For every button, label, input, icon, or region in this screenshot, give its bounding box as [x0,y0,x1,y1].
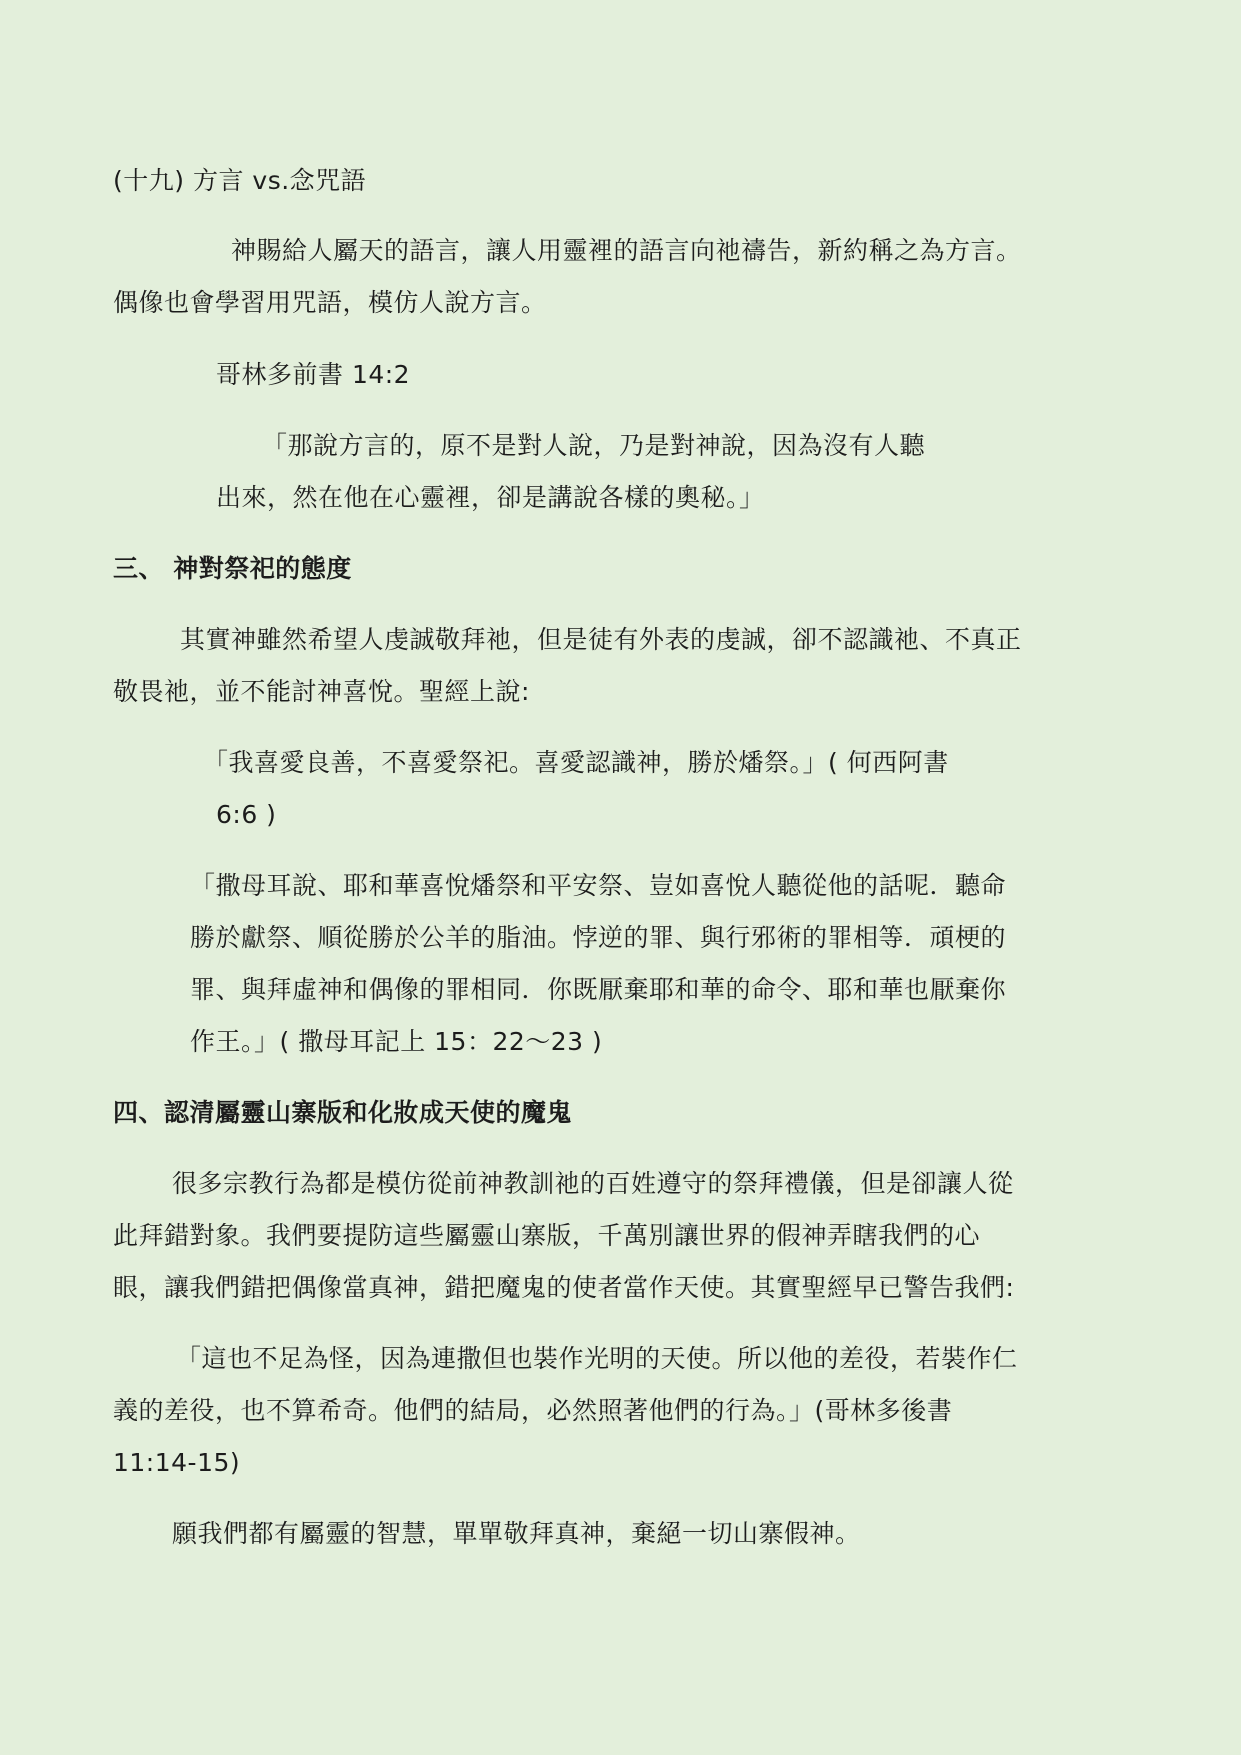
quote-line: 義的差役，也不算希奇。他們的結局，必然照著他們的行為。」(哥林多後書 [113,1396,953,1425]
quote-line: 罪、與拜虛神和偶像的罪相同．你既厭棄耶和華的命令、耶和華也厭棄你 [190,975,1007,1004]
quote-line: 「撒母耳說、耶和華喜悅燔祭和平安祭、豈如喜悅人聽從他的話呢．聽命 [190,871,1007,900]
quote-line: 「那說方言的，原不是對人說，乃是對神說，因為沒有人聽 [262,431,926,460]
quote-line: 11:14-15) [113,1448,241,1477]
closing-line: 願我們都有屬靈的智慧，單單敬拜真神，棄絕一切山寨假神。 [172,1519,861,1548]
scripture-reference: 哥林多前書 14:2 [216,360,411,389]
quote-line: 作王。」( 撒母耳記上 15：22～23 ) [190,1027,603,1056]
paragraph-line: 敬畏祂，並不能討神喜悅。聖經上說: [113,677,530,706]
section-4-heading: 四、認清屬靈山寨版和化妝成天使的魔鬼 [113,1098,573,1127]
section-3-heading: 三、 神對祭祀的態度 [113,554,352,583]
quote-line: 「我喜愛良善，不喜愛祭祀。喜愛認識神，勝於燔祭。」( 何西阿書 [203,748,949,777]
paragraph-line: 此拜錯對象。我們要提防這些屬靈山寨版，千萬別讓世界的假神弄瞎我們的心 [113,1221,981,1250]
paragraph-line: 神賜給人屬天的語言，讓人用靈裡的語言向祂禱告，新約稱之為方言。 [231,236,1022,265]
section-19-title: (十九) 方言 vs.念咒語 [113,166,367,195]
paragraph-line: 很多宗教行為都是模仿從前神教訓祂的百姓遵守的祭拜禮儀，但是卻讓人從 [172,1169,1014,1198]
paragraph-line: 偶像也會學習用咒語，模仿人說方言。 [113,288,547,317]
quote-line: 出來，然在他在心靈裡，卻是講說各樣的奧秘。」 [216,483,765,512]
quote-line: 「這也不足為怪，因為連撒但也裝作光明的天使。所以他的差役，若裝作仁 [176,1344,1018,1373]
quote-line: 6:6 ) [216,800,277,829]
quote-line: 勝於獻祭、順從勝於公羊的脂油。悖逆的罪、與行邪術的罪相等．頑梗的 [190,923,1007,952]
paragraph-line: 其實神雖然希望人虔誠敬拜祂，但是徒有外表的虔誠，卻不認識祂、不真正 [180,625,1022,654]
paragraph-line: 眼，讓我們錯把偶像當真神，錯把魔鬼的使者當作天使。其實聖經早已警告我們: [113,1273,1015,1302]
